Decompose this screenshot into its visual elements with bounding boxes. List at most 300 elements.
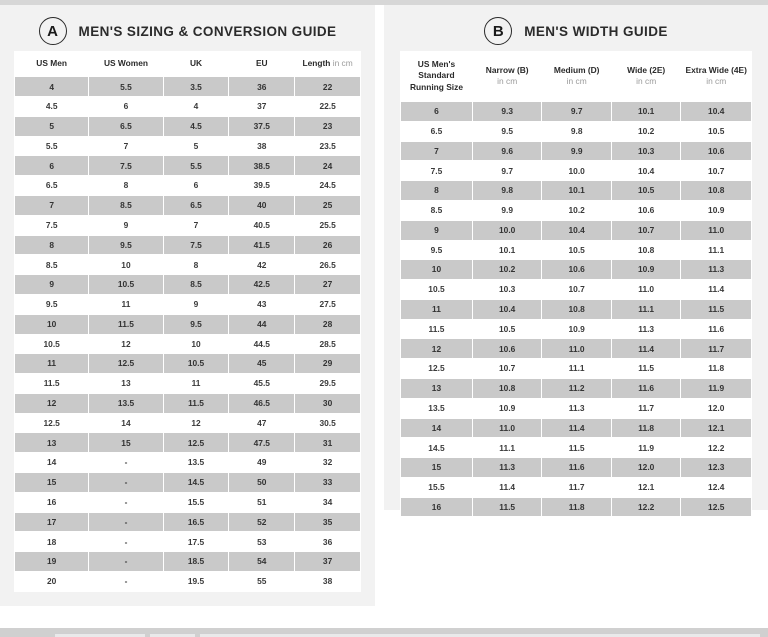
sizing-table-cell: 13.5 <box>164 453 229 472</box>
width-table-cell: 9.9 <box>542 142 611 161</box>
width-table-column-header-label: Medium (D) <box>553 64 600 75</box>
sizing-table-cell: 10 <box>164 335 229 354</box>
width-table-cell: 13.5 <box>401 399 472 418</box>
width-table-column-header <box>473 52 542 101</box>
sizing-table-row <box>15 513 360 532</box>
width-table-cell: 11.8 <box>542 498 611 517</box>
sizing-table-cell: 3.5 <box>164 77 229 96</box>
sizing-table-row <box>15 433 360 452</box>
sizing-table-cell: 17.5 <box>164 532 229 551</box>
width-table-cell: 10.2 <box>473 260 542 279</box>
sizing-table-cell: - <box>89 572 162 591</box>
sizing-table-cell: 38 <box>295 572 360 591</box>
sizing-table-cell: 29 <box>295 354 360 373</box>
sizing-table-row <box>15 236 360 255</box>
width-table-cell: 11.3 <box>542 399 611 418</box>
width-table-column-unit: in cm <box>636 76 657 87</box>
sizing-table-cell: 7 <box>15 196 88 215</box>
panel-b-title-row <box>384 5 768 45</box>
width-table-row <box>401 280 751 299</box>
sizing-table-row <box>15 414 360 433</box>
width-table-cell: 11.3 <box>681 260 751 279</box>
sizing-table-cell: 37 <box>229 97 294 116</box>
sizing-table-cell: 22 <box>295 77 360 96</box>
panel-mens-sizing-conversion-guide <box>0 5 375 606</box>
sizing-table-cell: 12.5 <box>15 414 88 433</box>
sizing-table-cell: 10 <box>89 255 162 274</box>
sizing-table-cell: - <box>89 532 162 551</box>
sizing-table-row <box>15 374 360 393</box>
sizing-table-cell: 11 <box>164 374 229 393</box>
sizing-table-cell: 8 <box>164 255 229 274</box>
sizing-table-cell: 10.5 <box>164 354 229 373</box>
width-table-cell: 12.1 <box>612 478 681 497</box>
sizing-table-row <box>15 216 360 235</box>
sizing-table-cell: 37.5 <box>229 117 294 136</box>
sizing-table-cell: 41.5 <box>229 236 294 255</box>
sizing-table-column-header-label: EU <box>255 58 268 68</box>
sizing-table-row <box>15 295 360 314</box>
sizing-table-header-row <box>15 52 360 76</box>
sizing-table-cell: 5.5 <box>89 77 162 96</box>
sizing-table-column-header <box>89 52 162 76</box>
width-table-cell: 11.4 <box>473 478 542 497</box>
width-table-column-header-label: Extra Wide (4E) <box>685 64 747 75</box>
width-table-cell: 15 <box>401 458 472 477</box>
sizing-table-cell: 13 <box>15 433 88 452</box>
width-table-column-header-label: Narrow (B) <box>485 64 529 75</box>
sizing-table-cell: 34 <box>295 493 360 512</box>
sizing-table-cell: 9 <box>164 295 229 314</box>
width-table-cell: 14.5 <box>401 438 472 457</box>
sizing-table-cell: - <box>89 493 162 512</box>
sizing-table-cell: 18.5 <box>164 552 229 571</box>
width-table-column-header <box>542 52 611 101</box>
width-table-cell: 10.8 <box>612 241 681 260</box>
width-table-cell: 11.4 <box>612 339 681 358</box>
width-table-cell: 11.6 <box>612 379 681 398</box>
sizing-table-cell: 4.5 <box>15 97 88 116</box>
width-table-column-header <box>401 52 472 101</box>
width-table-cell: 10.6 <box>681 142 751 161</box>
sizing-table-cell: 11.5 <box>89 315 162 334</box>
sizing-table-cell: 10 <box>15 315 88 334</box>
sizing-table-row <box>15 196 360 215</box>
width-table-cell: 11.6 <box>542 458 611 477</box>
sizing-table-cell: 9.5 <box>89 236 162 255</box>
width-table-cell: 10 <box>401 260 472 279</box>
panel-mens-width-guide <box>384 5 768 510</box>
width-table-cell: 12.1 <box>681 419 751 438</box>
sizing-table-cell: 8.5 <box>89 196 162 215</box>
sizing-table-row <box>15 137 360 156</box>
sizing-table-cell: 11 <box>89 295 162 314</box>
sizing-table-cell: 15 <box>15 473 88 492</box>
width-table-cell: 9.7 <box>473 161 542 180</box>
sizing-table-cell: 7.5 <box>164 236 229 255</box>
width-table-cell: 11.0 <box>473 419 542 438</box>
sizing-table-cell: 5.5 <box>164 156 229 175</box>
sizing-table-cell: 4 <box>164 97 229 116</box>
width-table-cell: 6.5 <box>401 122 472 141</box>
width-table-cell: 9.5 <box>401 241 472 260</box>
sizing-table-cell: 5 <box>164 137 229 156</box>
sizing-table-cell: 13.5 <box>89 394 162 413</box>
width-table-cell: 10.8 <box>681 181 751 200</box>
width-table-row <box>401 458 751 477</box>
width-table-cell: 11.0 <box>542 339 611 358</box>
width-table-cell: 10.1 <box>473 241 542 260</box>
sizing-table-cell: 46.5 <box>229 394 294 413</box>
sizing-table-column-header <box>295 52 360 76</box>
sizing-table-cell: 40.5 <box>229 216 294 235</box>
width-table-cell: 13 <box>401 379 472 398</box>
sizing-table-cell: 26 <box>295 236 360 255</box>
width-table-cell: 10.7 <box>681 161 751 180</box>
sizing-table-cell: 24.5 <box>295 176 360 195</box>
width-table-cell: 10.7 <box>612 221 681 240</box>
sizing-table-cell: 10.5 <box>89 275 162 294</box>
width-table-row <box>401 221 751 240</box>
sizing-conversion-table <box>14 51 361 592</box>
sizing-table-cell: 13 <box>89 374 162 393</box>
sizing-table-cell: 5 <box>15 117 88 136</box>
width-table-cell: 11.1 <box>681 241 751 260</box>
width-table-cell: 10.5 <box>542 241 611 260</box>
sizing-table-cell: 4 <box>15 77 88 96</box>
sizing-table-column-header-label: Length <box>302 58 331 68</box>
sizing-table-cell: 16 <box>15 493 88 512</box>
width-table-cell: 10.9 <box>681 201 751 220</box>
bottom-bar-segment <box>150 633 195 637</box>
width-table-head <box>401 52 751 101</box>
width-table-row <box>401 438 751 457</box>
width-table-row <box>401 102 751 121</box>
panel-a-title-row <box>0 5 375 45</box>
sizing-table-row <box>15 354 360 373</box>
sizing-table-row <box>15 97 360 116</box>
width-table-cell: 7.5 <box>401 161 472 180</box>
sizing-table-row <box>15 176 360 195</box>
sizing-table-row <box>15 532 360 551</box>
sizing-table-row <box>15 473 360 492</box>
width-table-cell: 12.5 <box>401 359 472 378</box>
width-table-cell: 8 <box>401 181 472 200</box>
width-table-body <box>401 102 751 516</box>
width-table-cell: 10.5 <box>473 320 542 339</box>
width-table-cell: 12.0 <box>612 458 681 477</box>
sizing-table-cell: 7 <box>164 216 229 235</box>
sizing-table-cell: - <box>89 513 162 532</box>
sizing-table-cell: 51 <box>229 493 294 512</box>
sizing-table-cell: 36 <box>295 532 360 551</box>
width-table-column-header-label: Standard <box>418 70 455 81</box>
width-table-cell: 10.5 <box>681 122 751 141</box>
sizing-table-cell: 12 <box>164 414 229 433</box>
sizing-table-cell: 27.5 <box>295 295 360 314</box>
panel-a-title: MEN'S SIZING & CONVERSION GUIDE <box>78 23 337 39</box>
width-table-cell: 11.3 <box>473 458 542 477</box>
sizing-table-cell: 22.5 <box>295 97 360 116</box>
sizing-table-cell: 15 <box>89 433 162 452</box>
sizing-table-cell: 8.5 <box>15 255 88 274</box>
sizing-table-cell: 6.5 <box>89 117 162 136</box>
sizing-table-cell: 43 <box>229 295 294 314</box>
sizing-table-cell: 12 <box>89 335 162 354</box>
width-table-cell: 11.4 <box>542 419 611 438</box>
sizing-table-cell: 6 <box>89 97 162 116</box>
width-table-column-header-label: Running Size <box>409 81 463 92</box>
sizing-table-row <box>15 453 360 472</box>
bottom-bar-segment <box>200 633 760 637</box>
width-table-cell: 14 <box>401 419 472 438</box>
sizing-table-cell: 12.5 <box>164 433 229 452</box>
sizing-table-cell: 16.5 <box>164 513 229 532</box>
width-table-cell: 10.8 <box>542 300 611 319</box>
width-table-row <box>401 478 751 497</box>
sizing-table-cell: 7 <box>89 137 162 156</box>
sizing-table-cell: 7.5 <box>15 216 88 235</box>
width-table-cell: 11.3 <box>612 320 681 339</box>
sizing-table-cell: 6.5 <box>15 176 88 195</box>
width-table-row <box>401 399 751 418</box>
width-table-cell: 9.8 <box>473 181 542 200</box>
width-table-cell: 10.1 <box>542 181 611 200</box>
width-table-cell: 10.5 <box>612 181 681 200</box>
width-table-cell: 11.1 <box>473 438 542 457</box>
sizing-table-column-header <box>15 52 88 76</box>
sizing-table-column-header-label: US Men <box>36 58 68 68</box>
width-table-cell: 9.9 <box>473 201 542 220</box>
width-table-cell: 10.0 <box>542 161 611 180</box>
width-table-cell: 10.2 <box>542 201 611 220</box>
sizing-table-cell: 23.5 <box>295 137 360 156</box>
width-table-cell: 12 <box>401 339 472 358</box>
width-table-column-header-label: Wide (2E) <box>627 64 666 75</box>
width-table-cell: 10.9 <box>612 260 681 279</box>
sizing-table-row <box>15 335 360 354</box>
sizing-table-row <box>15 156 360 175</box>
width-table-cell: 10.0 <box>473 221 542 240</box>
sizing-table-cell: 8.5 <box>164 275 229 294</box>
width-table-row <box>401 201 751 220</box>
width-table-cell: 10.4 <box>542 221 611 240</box>
width-table-cell: 11.5 <box>542 438 611 457</box>
width-table-cell: 11.5 <box>401 320 472 339</box>
width-table-cell: 11.2 <box>542 379 611 398</box>
sizing-table-cell: 44.5 <box>229 335 294 354</box>
sizing-table-cell: 35 <box>295 513 360 532</box>
width-table-header-row <box>401 52 751 101</box>
sizing-table-cell: 42.5 <box>229 275 294 294</box>
sizing-table-cell: 11.5 <box>164 394 229 413</box>
panel-a-badge: A <box>39 17 67 45</box>
sizing-table-row <box>15 493 360 512</box>
width-table-row <box>401 359 751 378</box>
sizing-table-cell: 10.5 <box>15 335 88 354</box>
sizing-table-cell: 14 <box>89 414 162 433</box>
sizing-table-row <box>15 77 360 96</box>
panel-b-title: MEN'S WIDTH GUIDE <box>524 23 668 39</box>
width-table-row <box>401 260 751 279</box>
width-table-cell: 10.5 <box>401 280 472 299</box>
sizing-table-cell: 55 <box>229 572 294 591</box>
width-table-row <box>401 419 751 438</box>
sizing-table-cell: 44 <box>229 315 294 334</box>
width-table-cell: 11.5 <box>473 498 542 517</box>
sizing-table-cell: 49 <box>229 453 294 472</box>
width-table-cell: 10.6 <box>612 201 681 220</box>
width-table-row <box>401 379 751 398</box>
sizing-table-column-header-label: UK <box>189 58 203 68</box>
sizing-table-cell: 12.5 <box>89 354 162 373</box>
width-table-cell: 10.7 <box>473 359 542 378</box>
sizing-table-cell: 26.5 <box>295 255 360 274</box>
width-table-cell: 11.7 <box>612 399 681 418</box>
width-table-cell: 11.9 <box>681 379 751 398</box>
sizing-table-row <box>15 275 360 294</box>
width-table-cell: 11.1 <box>612 300 681 319</box>
sizing-table-cell: 45 <box>229 354 294 373</box>
sizing-table-cell: - <box>89 473 162 492</box>
width-table-cell: 7 <box>401 142 472 161</box>
sizing-table-cell: 15.5 <box>164 493 229 512</box>
sizing-table-cell: 32 <box>295 453 360 472</box>
width-table-cell: 11.1 <box>542 359 611 378</box>
width-table-card <box>400 51 752 512</box>
sizing-table-cell: - <box>89 453 162 472</box>
sizing-table-cell: 39.5 <box>229 176 294 195</box>
sizing-table-body <box>15 77 360 590</box>
width-table-cell: 10.2 <box>612 122 681 141</box>
sizing-table-cell: 30.5 <box>295 414 360 433</box>
sizing-table-row <box>15 255 360 274</box>
width-table-cell: 9.5 <box>473 122 542 141</box>
width-table-cell: 10.4 <box>681 102 751 121</box>
sizing-table-card <box>14 51 361 590</box>
width-table-cell: 9.8 <box>542 122 611 141</box>
sizing-table-cell: 24 <box>295 156 360 175</box>
sizing-table-cell: 40 <box>229 196 294 215</box>
width-table-column-header-label: US Men's <box>417 59 456 69</box>
width-table-column-unit: in cm <box>566 76 587 87</box>
sizing-table-cell: 33 <box>295 473 360 492</box>
width-table-row <box>401 122 751 141</box>
width-table-cell: 11.4 <box>681 280 751 299</box>
sizing-table-cell: 17 <box>15 513 88 532</box>
width-table-cell: 10.9 <box>542 320 611 339</box>
bottom-ui-bar <box>0 628 768 637</box>
sizing-table-row <box>15 572 360 591</box>
width-table-cell: 6 <box>401 102 472 121</box>
panel-b-badge: B <box>484 17 512 45</box>
width-table-cell: 10.8 <box>473 379 542 398</box>
width-table-cell: 8.5 <box>401 201 472 220</box>
sizing-table-cell: 9 <box>15 275 88 294</box>
sizing-table-cell: 38.5 <box>229 156 294 175</box>
sizing-table-cell: 53 <box>229 532 294 551</box>
sizing-table-row <box>15 117 360 136</box>
width-table-cell: 10.9 <box>473 399 542 418</box>
sizing-table-cell: 9.5 <box>15 295 88 314</box>
sizing-table-cell: 52 <box>229 513 294 532</box>
width-table-cell: 12.0 <box>681 399 751 418</box>
sizing-table-cell: 50 <box>229 473 294 492</box>
sizing-table-cell: 8 <box>89 176 162 195</box>
width-table-row <box>401 241 751 260</box>
width-table-cell: 15.5 <box>401 478 472 497</box>
sizing-table-cell: 6 <box>164 176 229 195</box>
width-table-cell: 11.5 <box>612 359 681 378</box>
sizing-table-cell: 54 <box>229 552 294 571</box>
sizing-table-cell: 25 <box>295 196 360 215</box>
sizing-table-cell: 14 <box>15 453 88 472</box>
sizing-table-head <box>15 52 360 76</box>
width-table-row <box>401 161 751 180</box>
width-table-cell: 9.6 <box>473 142 542 161</box>
sizing-table-column-header <box>229 52 294 76</box>
sizing-table-cell: 20 <box>15 572 88 591</box>
width-table-cell: 12.2 <box>681 438 751 457</box>
sizing-table-cell: 38 <box>229 137 294 156</box>
bottom-bar-segment <box>55 633 145 637</box>
sizing-table-cell: 8 <box>15 236 88 255</box>
sizing-table-cell: 28.5 <box>295 335 360 354</box>
width-table-row <box>401 300 751 319</box>
width-table-cell: 10.3 <box>473 280 542 299</box>
sizing-table-cell: 45.5 <box>229 374 294 393</box>
sizing-table-cell: 12 <box>15 394 88 413</box>
sizing-table-column-header-label: US Women <box>103 58 148 68</box>
width-table-row <box>401 498 751 517</box>
sizing-table-cell: - <box>89 552 162 571</box>
width-table-column-unit: in cm <box>497 76 518 87</box>
sizing-table-cell: 11 <box>15 354 88 373</box>
sizing-table-cell: 6 <box>15 156 88 175</box>
width-table-cell: 10.1 <box>612 102 681 121</box>
width-table-cell: 11.7 <box>542 478 611 497</box>
sizing-table-cell: 18 <box>15 532 88 551</box>
sizing-table-cell: 6.5 <box>164 196 229 215</box>
sizing-table-cell: 7.5 <box>89 156 162 175</box>
sizing-table-cell: 27 <box>295 275 360 294</box>
width-table-cell: 11.9 <box>612 438 681 457</box>
sizing-table-row <box>15 394 360 413</box>
width-table-cell: 12.5 <box>681 498 751 517</box>
sizing-table-cell: 9 <box>89 216 162 235</box>
sizing-table-cell: 47.5 <box>229 433 294 452</box>
sizing-table-cell: 42 <box>229 255 294 274</box>
width-table-row <box>401 142 751 161</box>
width-table-cell: 9.3 <box>473 102 542 121</box>
sizing-table-cell: 25.5 <box>295 216 360 235</box>
sizing-table-cell: 29.5 <box>295 374 360 393</box>
width-table-cell: 11.5 <box>681 300 751 319</box>
width-table-column-header <box>612 52 681 101</box>
width-table-cell: 11.8 <box>681 359 751 378</box>
sizing-table-cell: 11.5 <box>15 374 88 393</box>
width-table-cell: 11.0 <box>612 280 681 299</box>
sizing-table-column-header <box>164 52 229 76</box>
sizing-table-cell: 19.5 <box>164 572 229 591</box>
width-table-cell: 10.3 <box>612 142 681 161</box>
sizing-table-cell: 37 <box>295 552 360 571</box>
sizing-table-cell: 30 <box>295 394 360 413</box>
sizing-table-cell: 19 <box>15 552 88 571</box>
width-table-cell: 11.6 <box>681 320 751 339</box>
width-table-row <box>401 320 751 339</box>
width-guide-table <box>400 51 752 517</box>
